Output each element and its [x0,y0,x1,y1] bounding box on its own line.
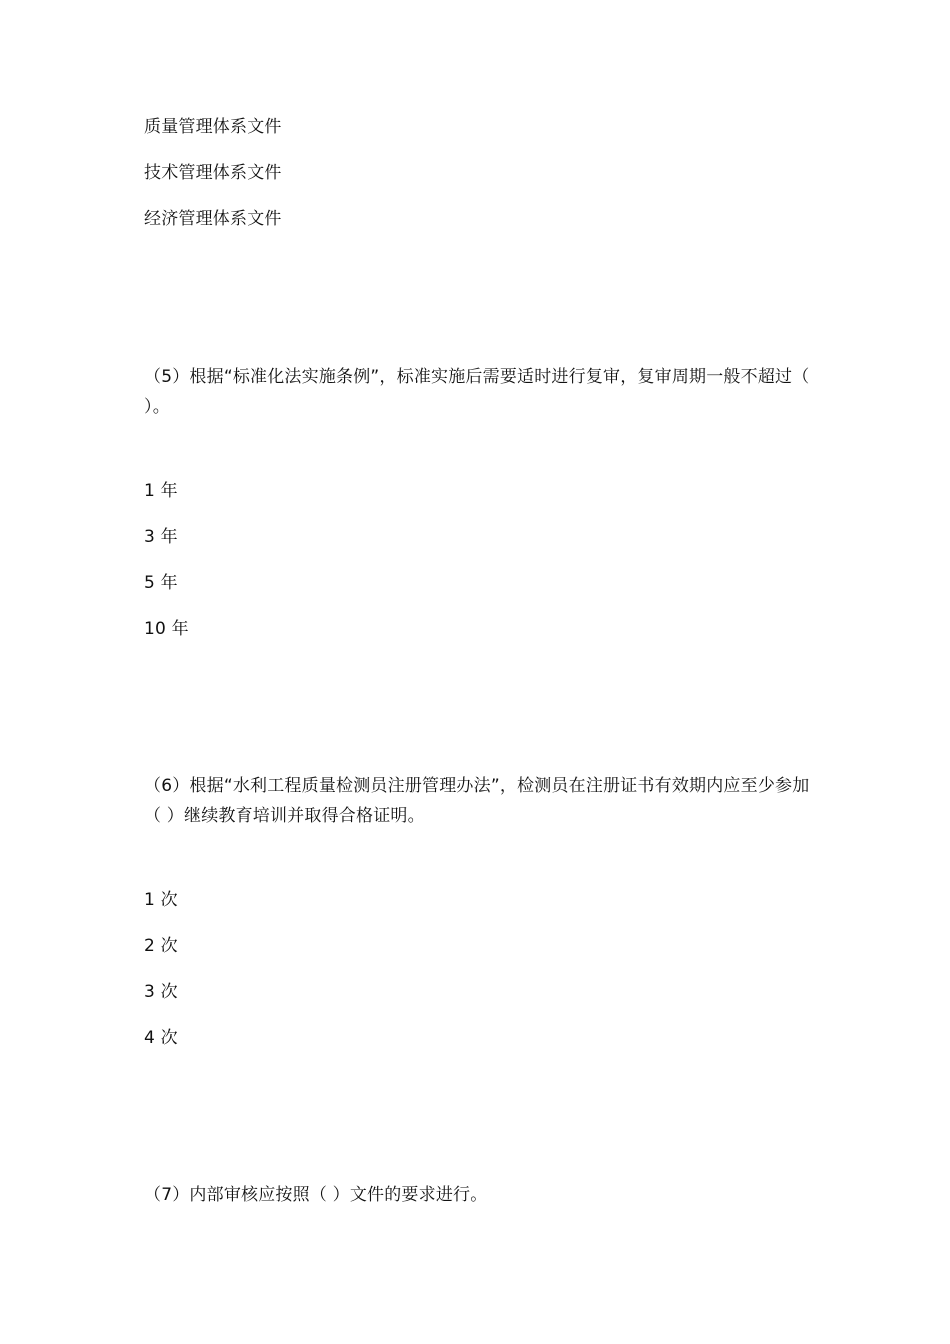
option-quality-system: 质量管理体系文件 [144,117,282,137]
question-7-text: （7）内部审核应按照（ ）文件的要求进行。 [144,1185,488,1205]
option-technical-system: 技术管理体系文件 [144,163,282,183]
q6-option-3: 3 次 [144,982,178,1002]
q6-option-4: 4 次 [144,1028,178,1048]
q5-option-4: 10 年 [144,619,189,639]
q5-option-2: 3 年 [144,527,178,547]
question-5-text: （5）根据“标准化法实施条例”，标准实施后需要适时进行复审，复审周期一般不超过（ ）。 [144,367,810,417]
q6-option-1: 1 次 [144,890,178,910]
question-6-text: （6）根据“水利工程质量检测员注册管理办法”，检测员在注册证书有效期内应至少参加（ ）继续教育培训并取得合格证明。 [144,776,810,826]
q5-option-3: 5 年 [144,573,178,593]
q6-option-2: 2 次 [144,936,178,956]
option-economic-system: 经济管理体系文件 [144,209,282,229]
q5-option-1: 1 年 [144,481,178,501]
